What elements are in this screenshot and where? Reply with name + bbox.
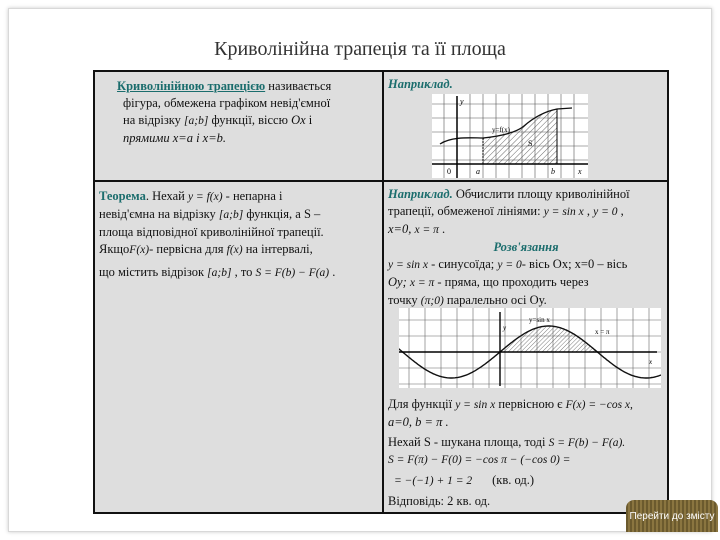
math: y = sin x — [543, 206, 584, 218]
graph-y-label: y — [503, 324, 507, 332]
content-table — [93, 70, 669, 514]
graph-sin-label: y=sin x — [529, 316, 550, 324]
math: [a;b] — [184, 115, 209, 127]
math: S = F(b) − F(a) — [255, 267, 330, 279]
definition-term: Криволінійною трапецією — [117, 79, 266, 93]
graph-zero-label: 0 — [447, 167, 451, 176]
text: . — [329, 265, 336, 279]
graph-y-label: y — [460, 97, 464, 106]
math: S = F(b) − F(a). — [548, 437, 626, 449]
text: Нехай S - шукана площа, тоді — [388, 435, 549, 449]
text: Для функції — [388, 397, 456, 411]
text: фігура, обмежена графіком невід'ємної — [123, 96, 331, 110]
text: первісною є — [495, 397, 566, 411]
graph-s-label: S — [528, 139, 533, 148]
theorem-label: Теорема — [99, 189, 146, 203]
graph-x-label: x — [649, 358, 653, 366]
text: функції, віссю — [208, 113, 292, 127]
sine-graph — [399, 308, 661, 388]
text: невід'ємна на відрізку — [99, 207, 219, 221]
solution-heading: Розв'язання — [493, 240, 559, 254]
text: (кв. од.) — [492, 473, 535, 487]
row-divider — [95, 180, 667, 182]
text: площа відповідної криволінійної трапеції. — [99, 225, 324, 239]
example2-cell: Наприклад. Обчислити площу криволінійної трапеції, обмеженої лініями: y = sin x , y = 0 , x=0, x = π . Розв'язання y = sin x - синусоїда; y = 0- вісь Ox; x=0 – вісь Oy; x = π - пряма, що проходить через точку (π;0) паралельно осі Оу. — [388, 186, 664, 310]
text: називається — [265, 79, 332, 93]
math: y = f(x) — [187, 191, 223, 203]
slide-title: Криволінійна трапеція та її площа — [214, 38, 506, 60]
text: точку — [388, 293, 421, 307]
graph-a-label: a — [476, 167, 480, 176]
math: [a;b] — [207, 267, 232, 279]
text: , то — [231, 265, 256, 279]
math: f(x) — [226, 244, 243, 256]
go-to-contents-button[interactable]: Перейти до змісту — [626, 500, 718, 532]
math: x = π — [409, 277, 435, 289]
answer-text: Відповідь: 2 кв. од. — [388, 494, 491, 508]
text: - непарна і — [222, 189, 283, 203]
math: S = F(π) − F(0) = −cos π − (−cos 0) = — [388, 454, 571, 466]
math: F(x) = −cos x, — [565, 399, 633, 411]
text: Якщо — [99, 242, 130, 256]
text: - синусоїда; — [428, 257, 498, 271]
text: Oy; — [388, 275, 410, 289]
text: трапеції, обмеженої лініями: — [388, 204, 544, 218]
definition-cell — [117, 78, 377, 147]
math: [a;b] — [218, 209, 244, 221]
text: на відрізку — [123, 113, 185, 127]
text: - вісь Ox; x=0 – вісь — [521, 257, 628, 271]
text: x=0, — [388, 222, 412, 236]
text: прямими x=a і x=b. — [123, 131, 227, 145]
text: паралельно осі Оу. — [443, 293, 547, 307]
math: (π;0) — [420, 295, 444, 307]
math: = −(−1) + 1 = 2 — [394, 475, 473, 487]
text: - первісна для — [149, 242, 227, 256]
math: F(x) — [129, 244, 150, 256]
text: Ox — [291, 113, 306, 127]
theorem-cell — [99, 188, 379, 282]
math: y = sin x — [388, 259, 429, 271]
math: y = 0 — [497, 259, 522, 271]
text: Обчислити площу криволінійної — [452, 187, 630, 201]
curvilinear-trapezoid-graph — [432, 94, 588, 178]
calculation-cell — [388, 396, 664, 510]
text: що містить відрізок — [99, 265, 208, 279]
math: x = π — [414, 224, 439, 236]
example-label: Наприклад. — [388, 77, 453, 91]
graph-x-label: x — [578, 167, 582, 176]
example-label: Наприклад. — [388, 187, 453, 201]
math: y = 0 — [593, 206, 618, 218]
text: - пряма, що проходить через — [434, 275, 589, 289]
column-divider — [382, 72, 384, 512]
graph-b-label: b — [551, 167, 555, 176]
text: на інтервалі, — [242, 242, 313, 256]
graph-xpi-label: x = π — [595, 328, 610, 336]
text: . Нехай — [145, 189, 188, 203]
text: функція, а S – — [243, 207, 321, 221]
math: y = sin x — [455, 399, 496, 411]
text: a=0, b = π . — [388, 415, 449, 429]
example1-cell — [388, 76, 453, 93]
text: і — [305, 113, 313, 127]
graph-fx-label: y=f(x) — [492, 126, 510, 134]
